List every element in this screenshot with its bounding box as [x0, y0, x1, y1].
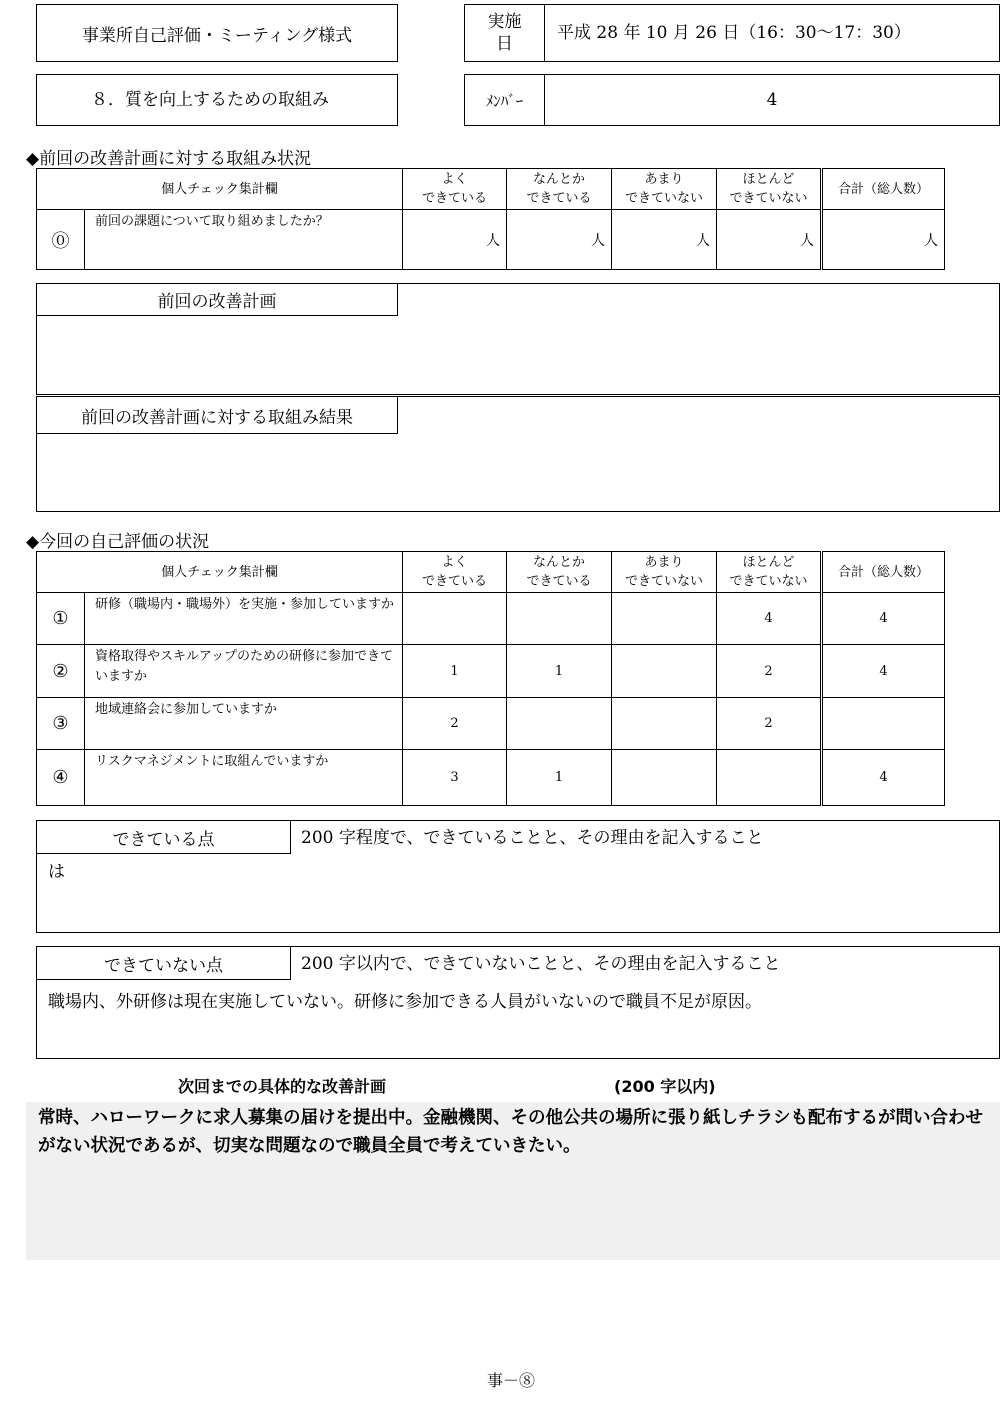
value-cell	[612, 645, 717, 698]
row-number: ⓪	[37, 210, 85, 270]
bad-points-instruction: 200 字以内で、できていないことと、その理由を記入すること	[301, 954, 781, 974]
section-title: ８．質を向上するための取組み	[36, 74, 398, 126]
value-cell	[612, 698, 717, 750]
value-cell	[507, 593, 612, 645]
value-cell: 1	[507, 750, 612, 806]
next-plan-limit: (200 字以内)	[614, 1077, 716, 1096]
row-number: ③	[37, 698, 85, 750]
total-cell: 4	[822, 750, 945, 806]
form-title: 事業所自己評価・ミーティング様式	[36, 4, 398, 62]
previous-plan-label: 前回の改善計画	[36, 283, 398, 316]
col-header: なんとか できている	[507, 169, 612, 210]
col-header: よく できている	[403, 169, 507, 210]
row-question: 地域連絡会に参加していますか	[85, 698, 403, 750]
current-heading: ◆今回の自己評価の状況	[26, 532, 210, 552]
bad-points-label: できていない点	[36, 946, 291, 980]
value-cell: 1	[403, 645, 507, 698]
current-table-title: 個人チェック集計欄	[37, 552, 403, 593]
good-points-box	[36, 820, 1000, 933]
value-cell	[612, 593, 717, 645]
unit-cell: 人	[822, 210, 945, 270]
row-question: 資格取得やスキルアップのための研修に参加できていますか	[85, 645, 403, 698]
good-points-instruction: 200 字程度で、できていることと、その理由を記入すること	[301, 828, 764, 848]
value-cell: 3	[403, 750, 507, 806]
previous-table	[36, 168, 945, 270]
member-label: ﾒﾝﾊﾞｰ	[465, 75, 545, 125]
previous-plan-box	[36, 283, 1000, 395]
previous-heading: ◆前回の改善計画に対する取組み状況	[26, 149, 312, 169]
row-number: ①	[37, 593, 85, 645]
col-header: あまり できていない	[612, 169, 717, 210]
row-number: ②	[37, 645, 85, 698]
row-question: 前回の課題について取り組めましたか？	[85, 210, 403, 270]
total-cell: 4	[822, 593, 945, 645]
unit-cell: 人	[507, 210, 612, 270]
total-cell: 4	[822, 645, 945, 698]
col-header: ほとんど できていない	[717, 552, 822, 593]
member-block	[464, 74, 1000, 126]
value-cell: 2	[403, 698, 507, 750]
value-cell	[507, 698, 612, 750]
unit-cell: 人	[612, 210, 717, 270]
previous-result-label: 前回の改善計画に対する取組み結果	[36, 396, 398, 434]
value-cell	[717, 750, 822, 806]
col-header-total: 合計（総人数）	[822, 169, 945, 210]
previous-table-title: 個人チェック集計欄	[37, 169, 403, 210]
row-question: リスクマネジメントに取組んでいますか	[85, 750, 403, 806]
value-cell: 1	[507, 645, 612, 698]
good-points-label: できている点	[36, 820, 291, 854]
next-plan-label: 次回までの具体的な改善計画	[178, 1077, 387, 1096]
value-cell	[612, 750, 717, 806]
member-value: 4	[766, 90, 778, 110]
date-block	[464, 4, 1000, 62]
value-cell	[403, 593, 507, 645]
value-cell: 2	[717, 698, 822, 750]
row-number: ④	[37, 750, 85, 806]
col-header-total: 合計（総人数）	[822, 552, 945, 593]
total-cell	[822, 698, 945, 750]
col-header: ほとんど できていない	[717, 169, 822, 210]
row-question: 研修（職場内・職場外）を実施・参加していますか	[85, 593, 403, 645]
bad-points-text: 職場内、外研修は現在実施していない。研修に参加できる人員がいないので職員不足が原因。	[48, 992, 762, 1012]
previous-result-box	[36, 396, 1000, 512]
next-plan-area: 常時、ハローワークに求人募集の届けを提出中。金融機関、その他公共の場所に張り紙しチラシも配布するが問い合わせがない状況であるが、切実な問題なので職員全員で考えていきたい。	[26, 1102, 1000, 1260]
unit-cell: 人	[403, 210, 507, 270]
col-header: なんとか できている	[507, 552, 612, 593]
bad-points-box	[36, 946, 1000, 1059]
page-number: 事－⑧	[486, 1370, 535, 1390]
unit-cell: 人	[717, 210, 822, 270]
col-header: あまり できていない	[612, 552, 717, 593]
value-cell: 4	[717, 593, 822, 645]
date-value: 平成 28 年 10 月 26 日（16：30～17：30）	[557, 23, 911, 43]
value-cell: 2	[717, 645, 822, 698]
good-points-text: は	[48, 862, 65, 882]
date-label: 実施日	[465, 5, 545, 61]
col-header: よく できている	[403, 552, 507, 593]
current-table	[36, 551, 945, 806]
